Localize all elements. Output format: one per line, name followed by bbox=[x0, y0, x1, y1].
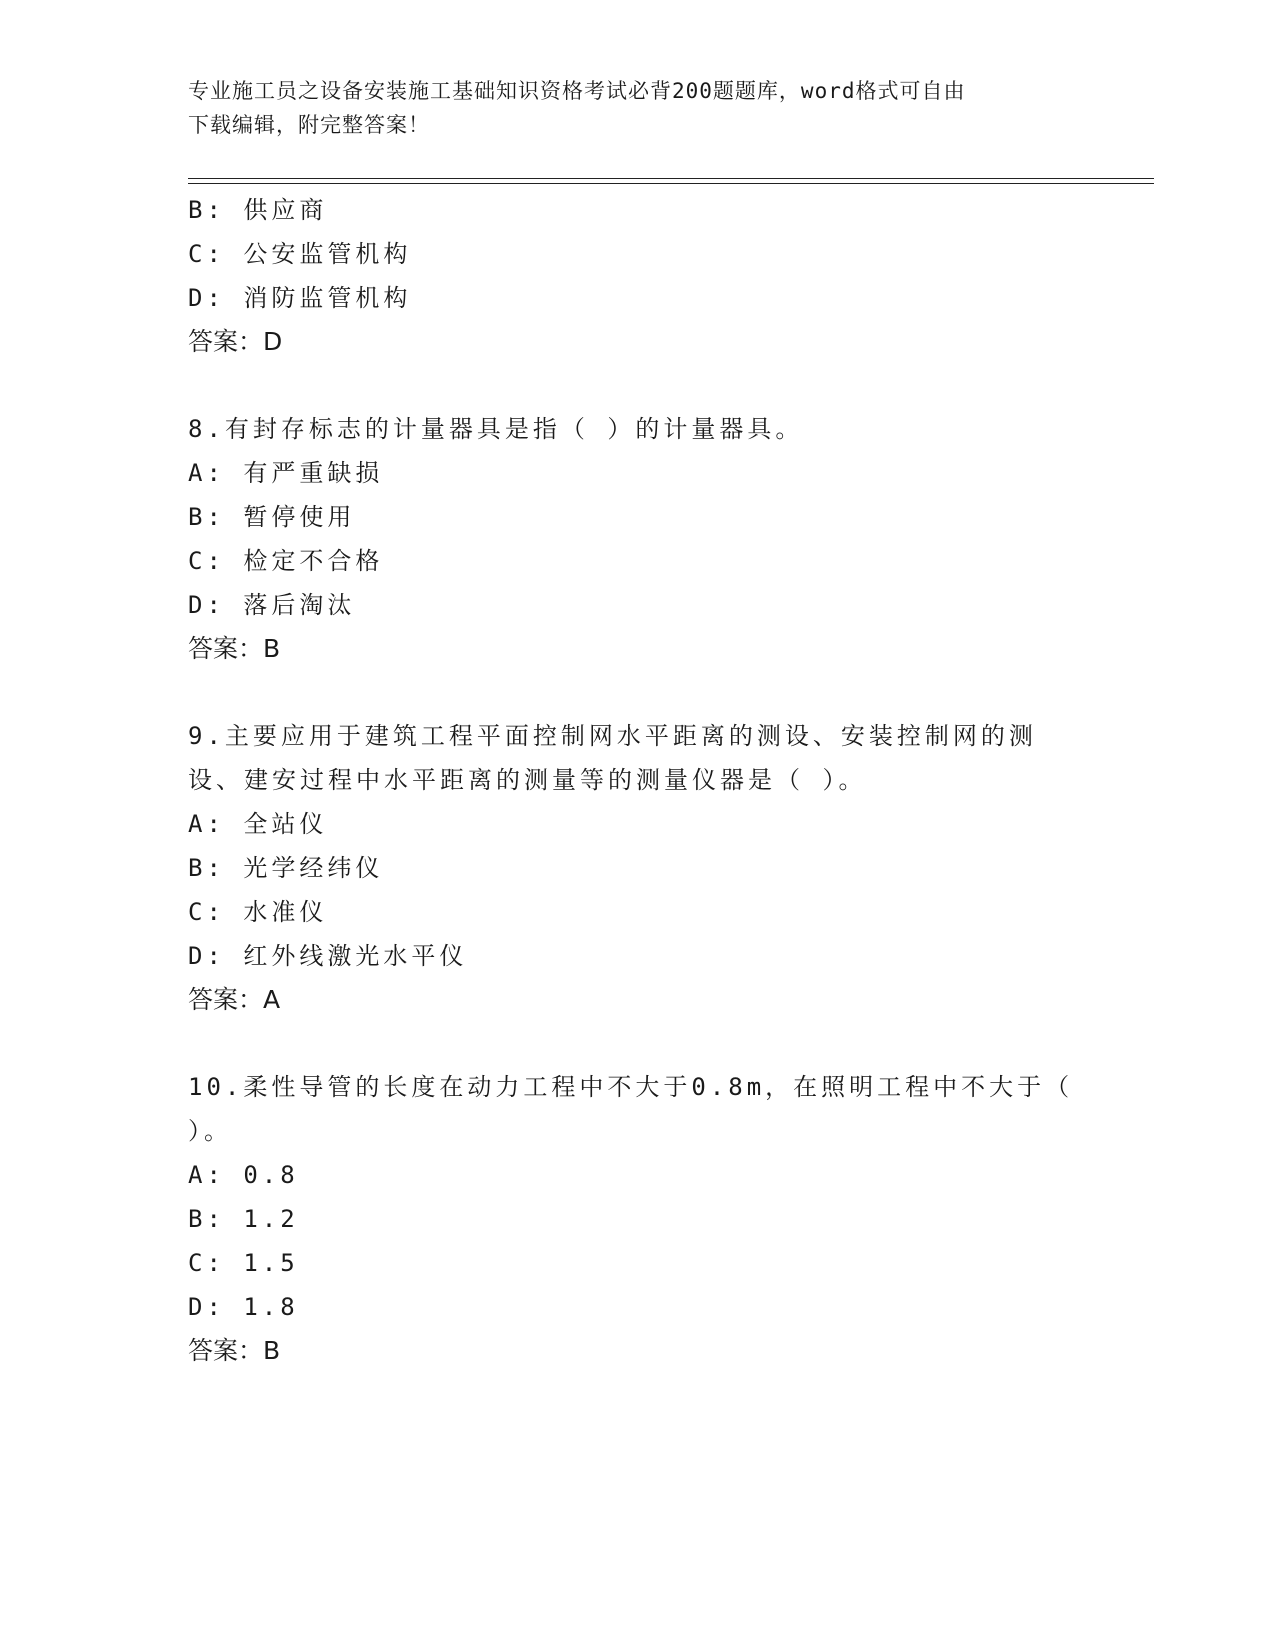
header-line-1: 专业施工员之设备安装施工基础知识资格考试必背200题题库，word格式可自由 bbox=[188, 79, 966, 103]
q8-question: 8.有封存标志的计量器具是指（ ）的计量器具。 bbox=[188, 415, 804, 443]
q7-answer: 答案：D bbox=[188, 327, 283, 356]
q9-option-c: C: 水准仪 bbox=[188, 898, 328, 926]
q10-option-a: A: 0.8 bbox=[188, 1161, 299, 1189]
q7-option-d: D: 消防监管机构 bbox=[188, 284, 412, 312]
q10-option-c: C: 1.5 bbox=[188, 1249, 299, 1277]
header-line-2: 下载编辑，附完整答案！ bbox=[188, 113, 430, 137]
q10-option-d: D: 1.8 bbox=[188, 1293, 299, 1321]
q8-option-c: C: 检定不合格 bbox=[188, 547, 384, 575]
q9-answer: 答案：A bbox=[188, 985, 281, 1014]
q9-question-line-2: 设、建安过程中水平距离的测量等的测量仪器是（ ）。 bbox=[188, 766, 867, 794]
q8-option-a: A: 有严重缺损 bbox=[188, 459, 384, 487]
q10-question-line-1: 10.柔性导管的长度在动力工程中不大于0.8m，在照明工程中不大于（ bbox=[188, 1073, 1074, 1101]
q9-option-b: B: 光学经纬仪 bbox=[188, 854, 384, 882]
q7-option-b: B: 供应商 bbox=[188, 196, 328, 224]
document-header bbox=[188, 74, 1068, 142]
header-divider bbox=[188, 178, 1154, 184]
q7-option-c: C: 公安监管机构 bbox=[188, 240, 412, 268]
q10-answer: 答案：B bbox=[188, 1336, 281, 1365]
q9-option-a: A: 全站仪 bbox=[188, 810, 328, 838]
q8-option-b: B: 暂停使用 bbox=[188, 503, 356, 531]
q8-option-d: D: 落后淘汰 bbox=[188, 591, 356, 619]
q9-question-line-1: 9.主要应用于建筑工程平面控制网水平距离的测设、安装控制网的测 bbox=[188, 722, 1037, 750]
q9-option-d: D: 红外线激光水平仪 bbox=[188, 942, 468, 970]
q10-option-b: B: 1.2 bbox=[188, 1205, 299, 1233]
q8-answer: 答案：B bbox=[188, 634, 281, 663]
q10-question-line-2: ）。 bbox=[188, 1117, 232, 1145]
